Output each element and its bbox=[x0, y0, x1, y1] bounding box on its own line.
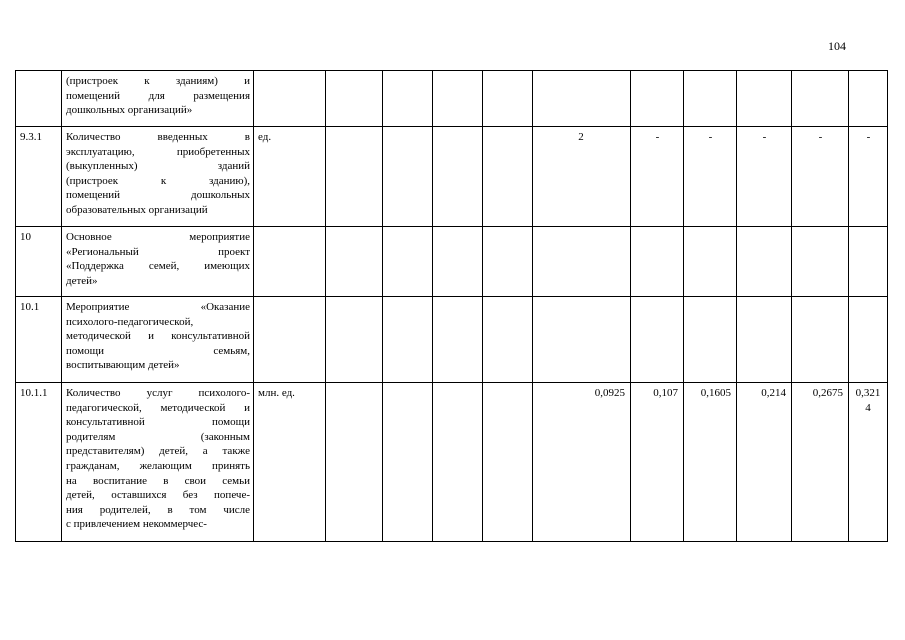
description-line: Основное мероприятие bbox=[66, 231, 250, 243]
empty-cell bbox=[433, 127, 483, 227]
description-line: Количество услуг психолого- bbox=[66, 387, 250, 399]
description-line: (пристроек к зданию), bbox=[66, 174, 250, 187]
description-cell bbox=[62, 227, 254, 297]
value-cell bbox=[684, 227, 737, 297]
description-line: на воспитание в свои семьи bbox=[66, 474, 250, 487]
description-line: помощи семьям, bbox=[66, 344, 250, 357]
value-cell bbox=[849, 383, 888, 542]
value-cell: - bbox=[684, 127, 737, 227]
description-cell bbox=[62, 297, 254, 383]
value-cell bbox=[792, 297, 849, 383]
description-line: психолого-педагогической, bbox=[66, 315, 194, 328]
value-cell bbox=[849, 71, 888, 127]
table-row bbox=[16, 297, 888, 383]
value-cell: 0,2675 bbox=[792, 383, 849, 542]
description-line: помещений для размещения bbox=[66, 89, 250, 102]
empty-cell bbox=[433, 297, 483, 383]
description-line: детей» bbox=[66, 274, 98, 287]
value-cell: 0,214 bbox=[737, 383, 792, 542]
value-cell: - bbox=[631, 127, 684, 227]
value-cell bbox=[631, 71, 684, 127]
empty-cell bbox=[433, 71, 483, 127]
value-cell bbox=[737, 71, 792, 127]
description-cell bbox=[62, 127, 254, 227]
empty-cell bbox=[326, 71, 383, 127]
description-line: (пристроек к зданиям) и bbox=[66, 75, 250, 87]
description-line: воспитывающим детей» bbox=[66, 359, 180, 372]
description-line: консультативной помощи bbox=[66, 416, 250, 429]
description-line: помещений дошкольных bbox=[66, 189, 250, 202]
value-cell bbox=[792, 71, 849, 127]
value-cell bbox=[533, 71, 631, 127]
row-number-cell: 10 bbox=[16, 227, 62, 297]
unit-cell: ед. bbox=[254, 127, 326, 227]
description-cell bbox=[62, 71, 254, 127]
unit-cell bbox=[254, 297, 326, 383]
description-line: «Поддержка семей, имеющих bbox=[66, 260, 250, 273]
empty-cell bbox=[483, 127, 533, 227]
description-line: Мероприятие «Оказание bbox=[66, 301, 250, 313]
empty-cell bbox=[326, 297, 383, 383]
value-cell bbox=[533, 227, 631, 297]
value-line: 4 bbox=[865, 401, 871, 414]
empty-cell bbox=[326, 227, 383, 297]
empty-cell bbox=[483, 71, 533, 127]
unit-cell: млн. ед. bbox=[254, 383, 326, 542]
description-line: с привлечением некоммерчес- bbox=[66, 518, 207, 531]
description-line: гражданам, желающим принять bbox=[66, 459, 250, 472]
value-cell bbox=[631, 297, 684, 383]
value-cell bbox=[737, 227, 792, 297]
description-line: представителям) детей, а также bbox=[66, 445, 250, 458]
empty-cell bbox=[383, 127, 433, 227]
empty-cell bbox=[483, 227, 533, 297]
description-line: Количество введенных в bbox=[66, 131, 250, 143]
empty-cell bbox=[326, 127, 383, 227]
value-cell: 2 bbox=[533, 127, 631, 227]
row-number-cell bbox=[16, 71, 62, 127]
empty-cell bbox=[383, 383, 433, 542]
row-number-cell: 10.1 bbox=[16, 297, 62, 383]
value-cell bbox=[631, 227, 684, 297]
description-line: детей, оставшихся без попече- bbox=[66, 489, 250, 502]
empty-cell bbox=[383, 71, 433, 127]
value-cell: 0,0925 bbox=[533, 383, 631, 542]
value-cell: 0,1605 bbox=[684, 383, 737, 542]
description-line: родителям (законным bbox=[66, 430, 250, 443]
value-cell bbox=[792, 227, 849, 297]
row-number-cell: 9.3.1 bbox=[16, 127, 62, 227]
value-cell bbox=[737, 297, 792, 383]
page-number: 104 bbox=[828, 39, 846, 53]
value-cell bbox=[849, 227, 888, 297]
value-cell bbox=[684, 297, 737, 383]
value-cell bbox=[684, 71, 737, 127]
description-line: эксплуатацию, приобретенных bbox=[66, 145, 250, 158]
description-line: педагогической, методической и bbox=[66, 401, 250, 414]
empty-cell bbox=[483, 383, 533, 542]
empty-cell bbox=[326, 383, 383, 542]
description-line: образовательных организаций bbox=[66, 203, 208, 216]
indicators-table bbox=[15, 70, 888, 542]
description-line: «Региональный проект bbox=[66, 245, 250, 258]
empty-cell bbox=[433, 227, 483, 297]
description-line: ния родителей, в том числе bbox=[66, 503, 250, 516]
value-cell: 0,107 bbox=[631, 383, 684, 542]
value-cell: - bbox=[737, 127, 792, 227]
value-cell bbox=[849, 297, 888, 383]
description-line: методической и консультативной bbox=[66, 330, 250, 343]
description-cell bbox=[62, 383, 254, 542]
description-line: (выкупленных) зданий bbox=[66, 160, 250, 173]
table-row bbox=[16, 71, 888, 127]
value-cell bbox=[533, 297, 631, 383]
unit-cell bbox=[254, 71, 326, 127]
empty-cell bbox=[383, 227, 433, 297]
table-row bbox=[16, 127, 888, 227]
description-line: дошкольных организаций» bbox=[66, 104, 193, 117]
unit-cell bbox=[254, 227, 326, 297]
empty-cell bbox=[383, 297, 433, 383]
value-line: 0,321 bbox=[855, 387, 881, 399]
row-number-cell: 10.1.1 bbox=[16, 383, 62, 542]
value-cell: - bbox=[792, 127, 849, 227]
empty-cell bbox=[433, 383, 483, 542]
value-cell: - bbox=[849, 127, 888, 227]
table-row bbox=[16, 227, 888, 297]
table-row bbox=[16, 383, 888, 542]
empty-cell bbox=[483, 297, 533, 383]
